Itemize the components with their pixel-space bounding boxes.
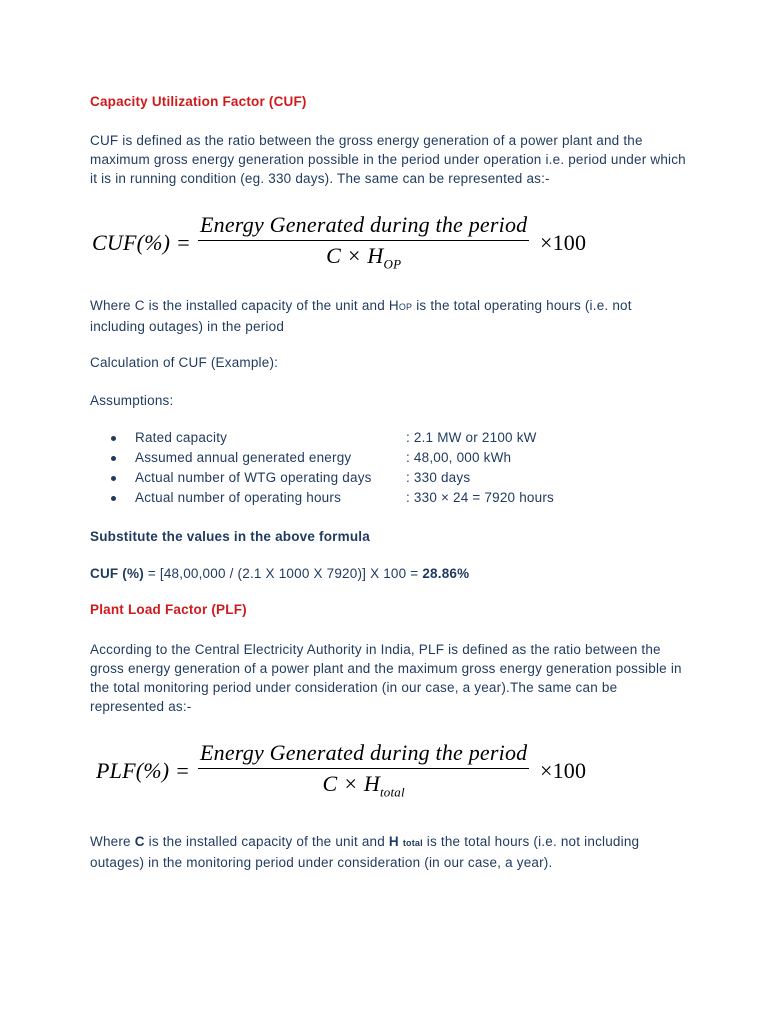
plf-formula-fraction — [198, 740, 529, 800]
bullet-icon — [111, 496, 116, 501]
assumption-label: Assumed annual generated energy — [135, 450, 352, 465]
bullet-icon — [111, 476, 116, 481]
assumption-value: : 48,00, 000 kWh — [406, 450, 512, 465]
bullet-icon — [111, 436, 116, 441]
plf-formula-numerator: Energy Generated during the period — [200, 740, 528, 765]
cuf-formula-lhs: CUF(%) = — [92, 230, 191, 255]
list-item — [90, 468, 690, 488]
plf-formula-multiplier: ×100 — [540, 758, 587, 783]
list-item — [90, 448, 690, 468]
assumption-value: : 2.1 MW or 2100 kW — [406, 430, 537, 445]
plf-formula-denominator: $C \times H_{total}$ — [322, 771, 405, 800]
assumption-label: Actual number of WTG operating days — [135, 470, 372, 485]
plf-formula-lhs: PLF(%) = — [96, 758, 191, 783]
assumptions-title: Assumptions: — [90, 393, 174, 408]
assumptions-list — [90, 428, 690, 508]
bullet-icon — [111, 456, 116, 461]
cuf-where-clause: Where C is the installed capacity of the unit and HOP is the total operating hours (i.e. not including outages) in the period — [90, 298, 632, 334]
assumption-label: Actual number of operating hours — [135, 490, 342, 505]
list-item — [90, 428, 690, 448]
cuf-example-title: Calculation of CUF (Example): — [90, 355, 279, 370]
assumption-value: : 330 days — [406, 470, 471, 485]
cuf-heading: Capacity Utilization Factor (CUF) — [90, 94, 307, 109]
plf-definition: According to the Central Electricity Authority in India, PLF is defined as the ratio between the gross energy generation of a power plant and the maximum gross energy generation possible in the total monitoring period under consideration (in our case, a year).The same can be represented as:- — [90, 642, 682, 714]
assumption-value: : 330 × 24 = 7920 hours — [406, 490, 554, 505]
cuf-definition: CUF is defined as the ratio between the gross energy generation of a power plant and the maximum gross energy generation possible in the period under operation i.e. period under which it is in running condition (eg. 330 days). The same can be represented as:- — [90, 133, 686, 186]
plf-heading: Plant Load Factor (PLF) — [90, 602, 247, 617]
cuf-formula — [90, 210, 610, 280]
assumption-label: Rated capacity — [135, 430, 228, 445]
cuf-formula-fraction — [198, 212, 529, 272]
cuf-result: CUF (%) = [48,00,000 / (2.1 X 1000 X 7920)] X 100 = 28.86% — [90, 566, 470, 581]
cuf-formula-multiplier: ×100 — [540, 230, 587, 255]
list-item — [90, 488, 690, 508]
cuf-formula-denominator: $C \times H_{OP}$ — [326, 243, 402, 272]
plf-formula — [90, 738, 610, 808]
cuf-formula-numerator: Energy Generated during the period — [200, 212, 528, 237]
plf-where-clause: Where C is the installed capacity of the unit and H total is the total hours (i.e. not including outages) in the monitoring period under consideration (in our case, a year). — [90, 834, 640, 870]
substitute-instruction: Substitute the values in the above formula — [90, 529, 370, 544]
